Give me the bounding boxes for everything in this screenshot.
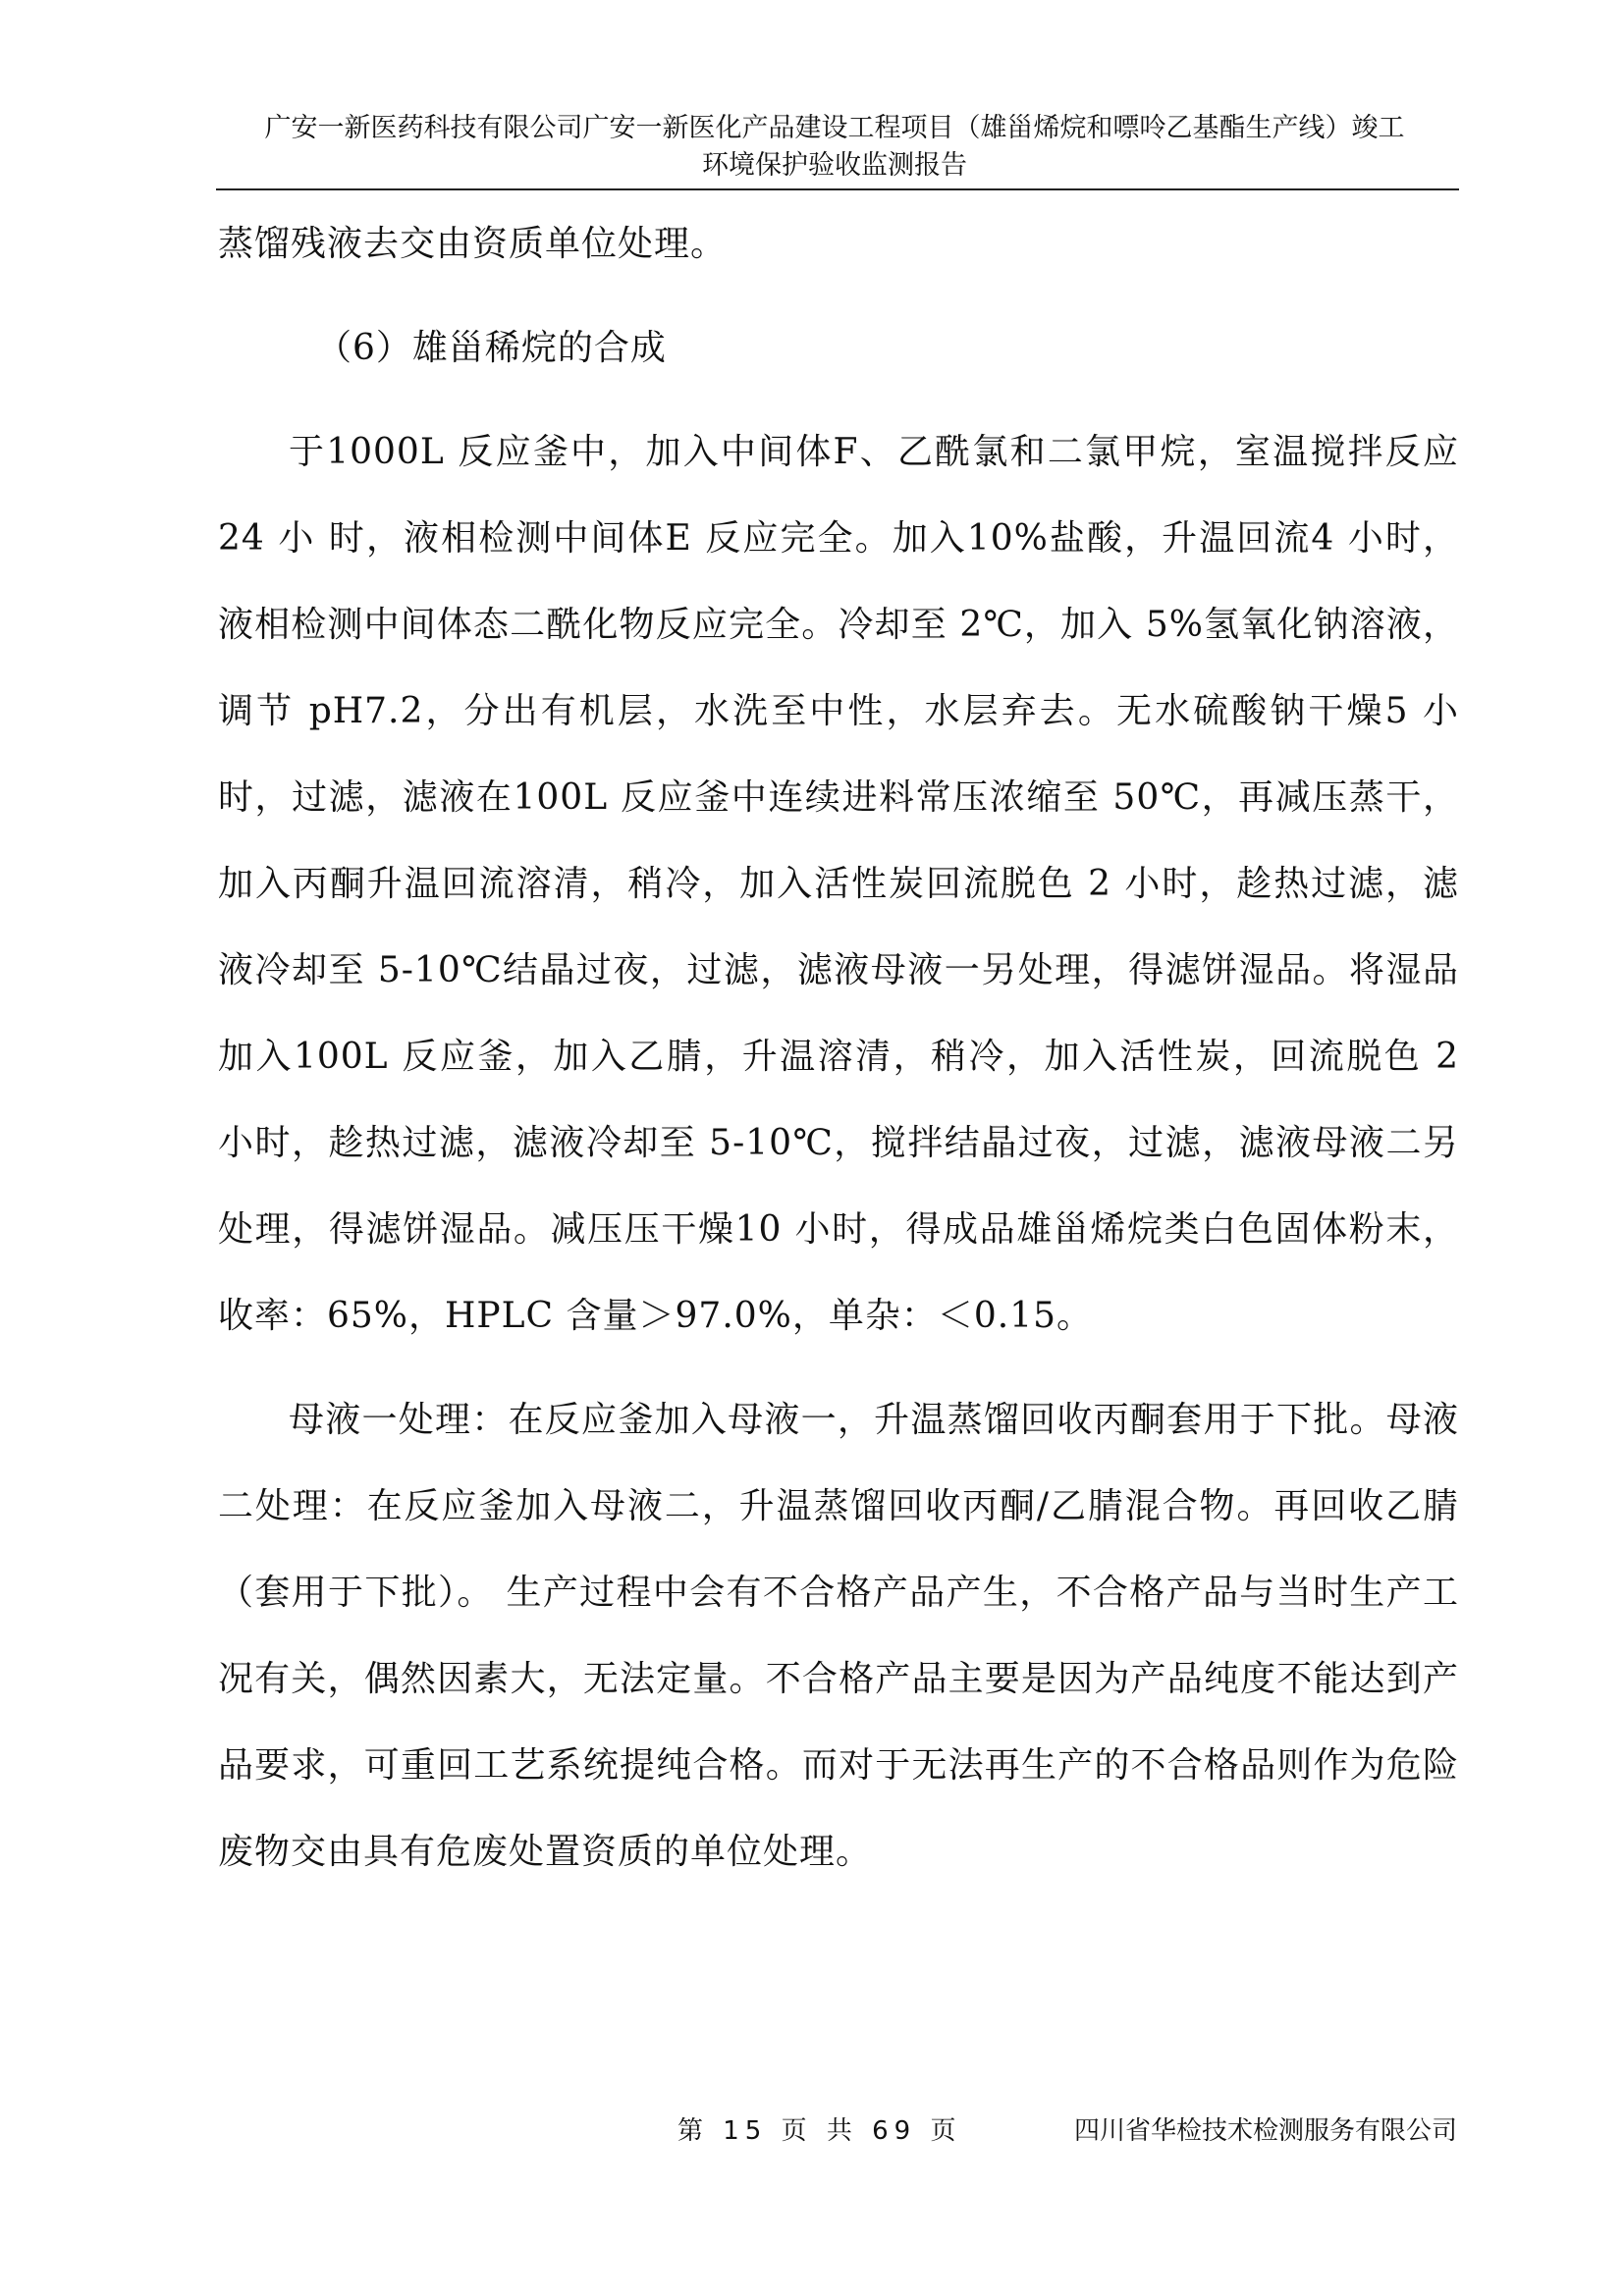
header-title-line2: 环境保护验收监测报告 [702, 150, 967, 181]
header-title-line1: 广安一新医药科技有限公司广安一新医化产品建设工程项目（雄甾烯烷和嘌呤乙基酯生产线）竣工 [264, 113, 1405, 143]
page-body [218, 201, 1459, 1896]
continuation-paragraph: 蒸馏残液去交由资质单位处理。 [218, 224, 728, 264]
report-header [216, 110, 1453, 185]
header-divider [216, 188, 1459, 190]
footer-company: 四川省华检技术检测服务有限公司 [1073, 2116, 1457, 2146]
section-heading: （6）雄甾稀烷的合成 [316, 328, 667, 368]
mother-liquor-paragraph: 母液一处理：在反应釜加入母液一，升温蒸馏回收丙酮套用于下批。母液二处理：在反应釜加入母液二，升温蒸馏回收丙酮/乙腈混合物。再回收乙腈（套用于下批）。 生产过程中会有不合格产品产生，不合格产品与当时生产工况有关，偶然因素大，无法定量。不合格产品主要是因为产品纯度不能达到产品要求，可重回工艺系统提纯合格。而对于无法再生产的不合格品则作为危险废物交由具有危废处置资质的单位处理。 [218, 1400, 1459, 1872]
page-indicator: 第 15 页 共 69 页 [677, 2116, 962, 2146]
page-footer [0, 2110, 1624, 2150]
synthesis-paragraph: 于1000L 反应釜中，加入中间体F、乙酰氯和二氯甲烷，室温搅拌反应24 小 时，液相检测中间体E 反应完全。加入10%盐酸，升温回流4 小时，液相检测中间体态二酰化物反应完全。冷却至 2℃，加入 5%氢氧化钠溶液，调节 pH7.2，分出有机层，水洗至中性，水层弃去。无水硫酸钠干燥5 小时，过滤，滤液在100L 反应釜中连续进料常压浓缩至 50℃，再减压蒸干，加入丙酮升温回流溶清，稍冷，加入活性炭回流脱色 2 小时，趁热过滤，滤液冷却至 5-10℃结晶过夜，过滤，滤液母液一另处理，得滤饼湿品。将湿品加入100L 反应釜，加入乙腈，升温溶清，稍冷，加入活性炭，回流脱色 2 小时，趁热过滤，滤液冷却至 5-10℃，搅拌结晶过夜，过滤，滤液母液二另处理，得滤饼湿品。减压压干燥10 小时，得成品雄甾烯烷类白色固体粉末，收率：65%，HPLC 含量＞97.0%，单杂：＜0.15。 [218, 432, 1459, 1336]
